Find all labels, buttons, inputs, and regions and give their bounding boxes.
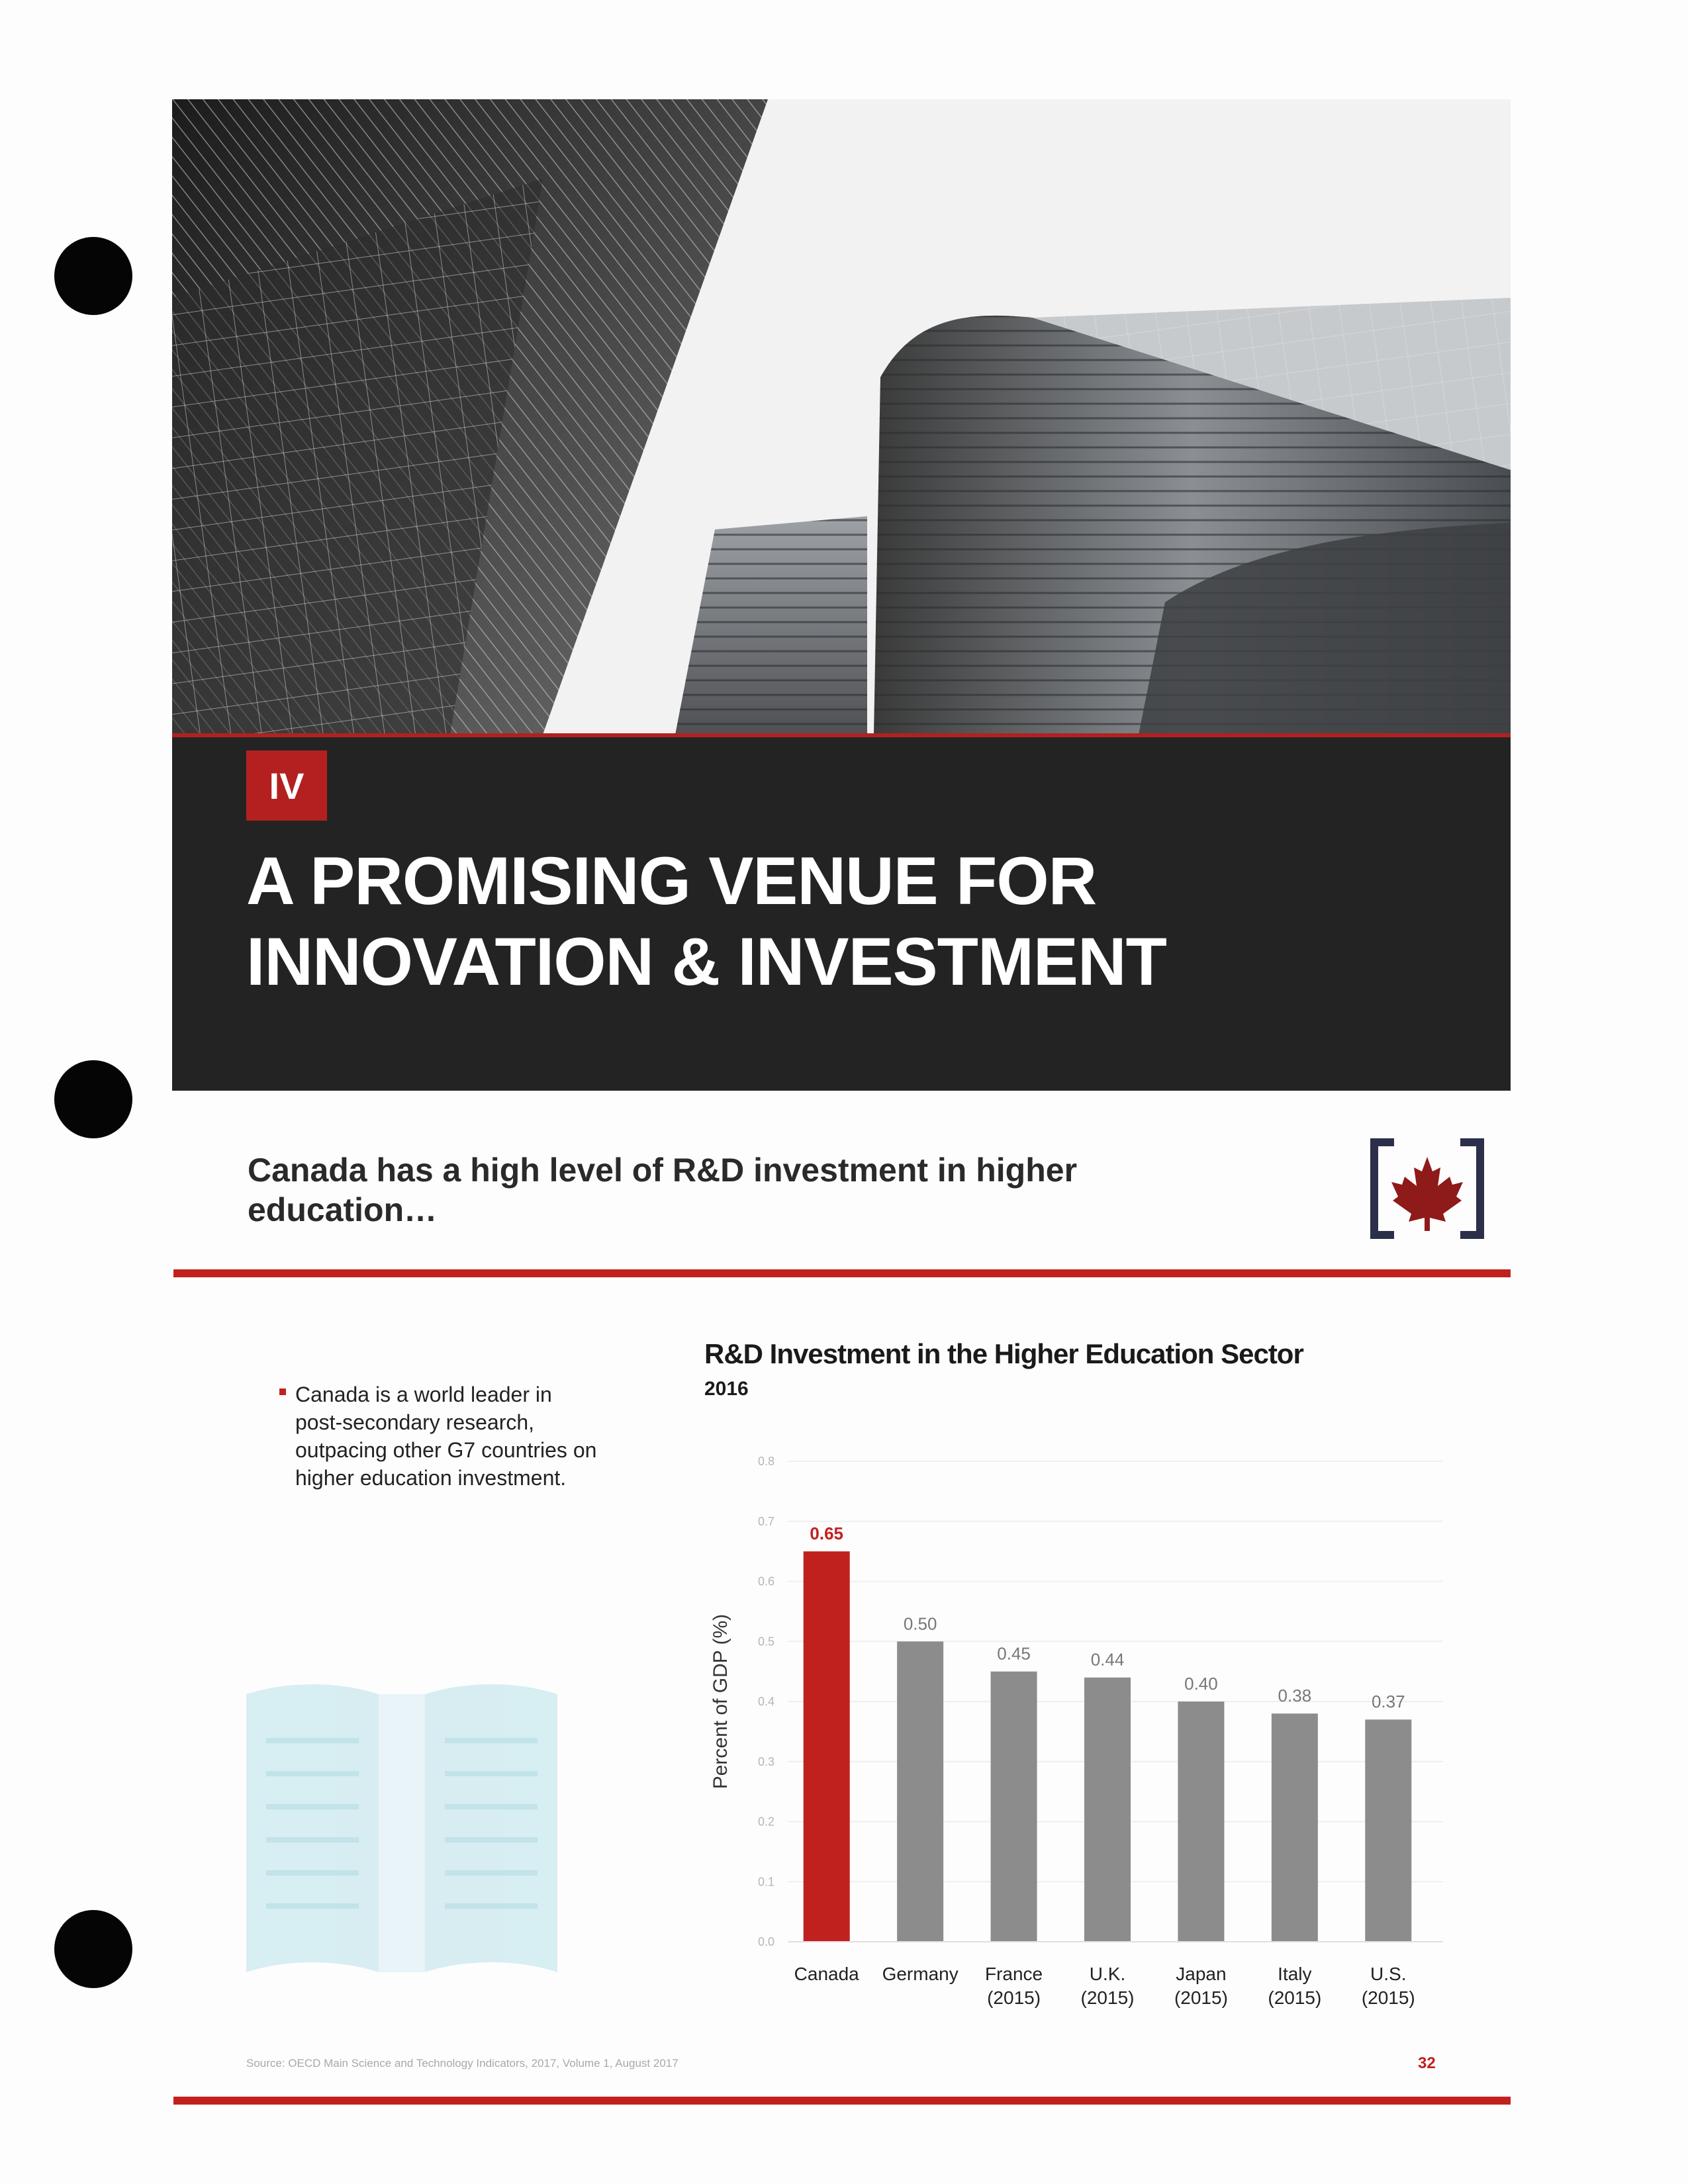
bar-chart: [688, 1430, 1456, 2025]
heading-divider: [173, 1269, 1511, 1277]
binder-hole-top: [54, 237, 132, 315]
data-label: 0.37: [1371, 1692, 1405, 1712]
x-tick-label: France: [984, 1964, 1043, 1984]
chart-subtitle: 2016: [704, 1378, 749, 1400]
maple-leaf-bracket-logo: [1369, 1138, 1485, 1239]
x-tick-label: U.S.: [1370, 1964, 1407, 1984]
x-tick-label: Germany: [882, 1964, 959, 1984]
y-tick-label: 0.3: [757, 1754, 774, 1768]
data-label: 0.50: [903, 1614, 937, 1634]
page-number: 32: [1418, 2054, 1436, 2072]
x-tick-label: (2015): [1080, 1987, 1135, 2008]
section-title: [246, 841, 1438, 1002]
data-label: 0.38: [1278, 1686, 1312, 1706]
y-tick-label: 0.8: [757, 1455, 774, 1468]
x-tick-label: U.K.: [1089, 1964, 1126, 1984]
skyscraper-illustration: [172, 99, 1511, 735]
bullet-point: [295, 1381, 600, 1492]
slide-heading: Canada has a high level of R&D investment in higher education…: [248, 1152, 1078, 1228]
data-label: 0.44: [1090, 1649, 1125, 1670]
section-title-band: [172, 733, 1511, 1091]
y-tick-label: 0.1: [757, 1875, 774, 1889]
section-title-line-2: INNOVATION & INVESTMENT: [246, 924, 1166, 999]
bar: [804, 1551, 850, 1942]
data-label: 0.45: [997, 1643, 1031, 1664]
open-book-icon: [246, 1668, 557, 1979]
bar: [1365, 1719, 1411, 1942]
y-tick-label: 0.2: [757, 1815, 774, 1829]
bar-chart-svg: [688, 1430, 1456, 2025]
y-tick-label: 0.6: [757, 1574, 774, 1588]
x-tick-label: (2015): [1174, 1987, 1228, 2008]
x-tick-label: Italy: [1278, 1964, 1312, 1984]
bar: [897, 1641, 943, 1942]
binder-hole-middle: [54, 1060, 132, 1138]
bar: [1272, 1713, 1318, 1942]
binder-hole-bottom: [54, 1910, 132, 1988]
x-tick-label: (2015): [987, 1987, 1041, 2008]
section-numeral: IV: [246, 751, 327, 821]
maple-leaf-icon: [1369, 1138, 1485, 1239]
y-axis-label: Percent of GDP (%): [710, 1614, 731, 1790]
bar: [1084, 1678, 1131, 1942]
footer-divider: [173, 2097, 1511, 2105]
x-tick-label: Japan: [1176, 1964, 1227, 1984]
y-tick-label: 0.0: [757, 1935, 774, 1948]
data-label: 0.65: [810, 1524, 844, 1544]
x-tick-label: Canada: [794, 1964, 859, 1984]
chart-title: R&D Investment in the Higher Education Sector: [704, 1338, 1303, 1369]
section-title-line-1: A PROMISING VENUE FOR: [246, 843, 1097, 919]
y-tick-label: 0.4: [757, 1695, 774, 1708]
x-tick-label: (2015): [1361, 1987, 1415, 2008]
bar: [1178, 1702, 1224, 1942]
bullet-marker: [279, 1388, 286, 1395]
x-tick-label: (2015): [1268, 1987, 1322, 2008]
y-tick-label: 0.5: [757, 1635, 774, 1649]
bullet-text: Canada is a world leader in post-secondary research, outpacing other G7 countries on higher education investment.: [295, 1383, 597, 1490]
bar: [991, 1672, 1037, 1942]
hero-skyscraper-photo: [172, 99, 1511, 735]
data-label: 0.40: [1184, 1674, 1218, 1694]
y-tick-label: 0.7: [757, 1514, 774, 1528]
source-note: Source: OECD Main Science and Technology Indicators, 2017, Volume 1, August 2017: [246, 2057, 679, 2070]
